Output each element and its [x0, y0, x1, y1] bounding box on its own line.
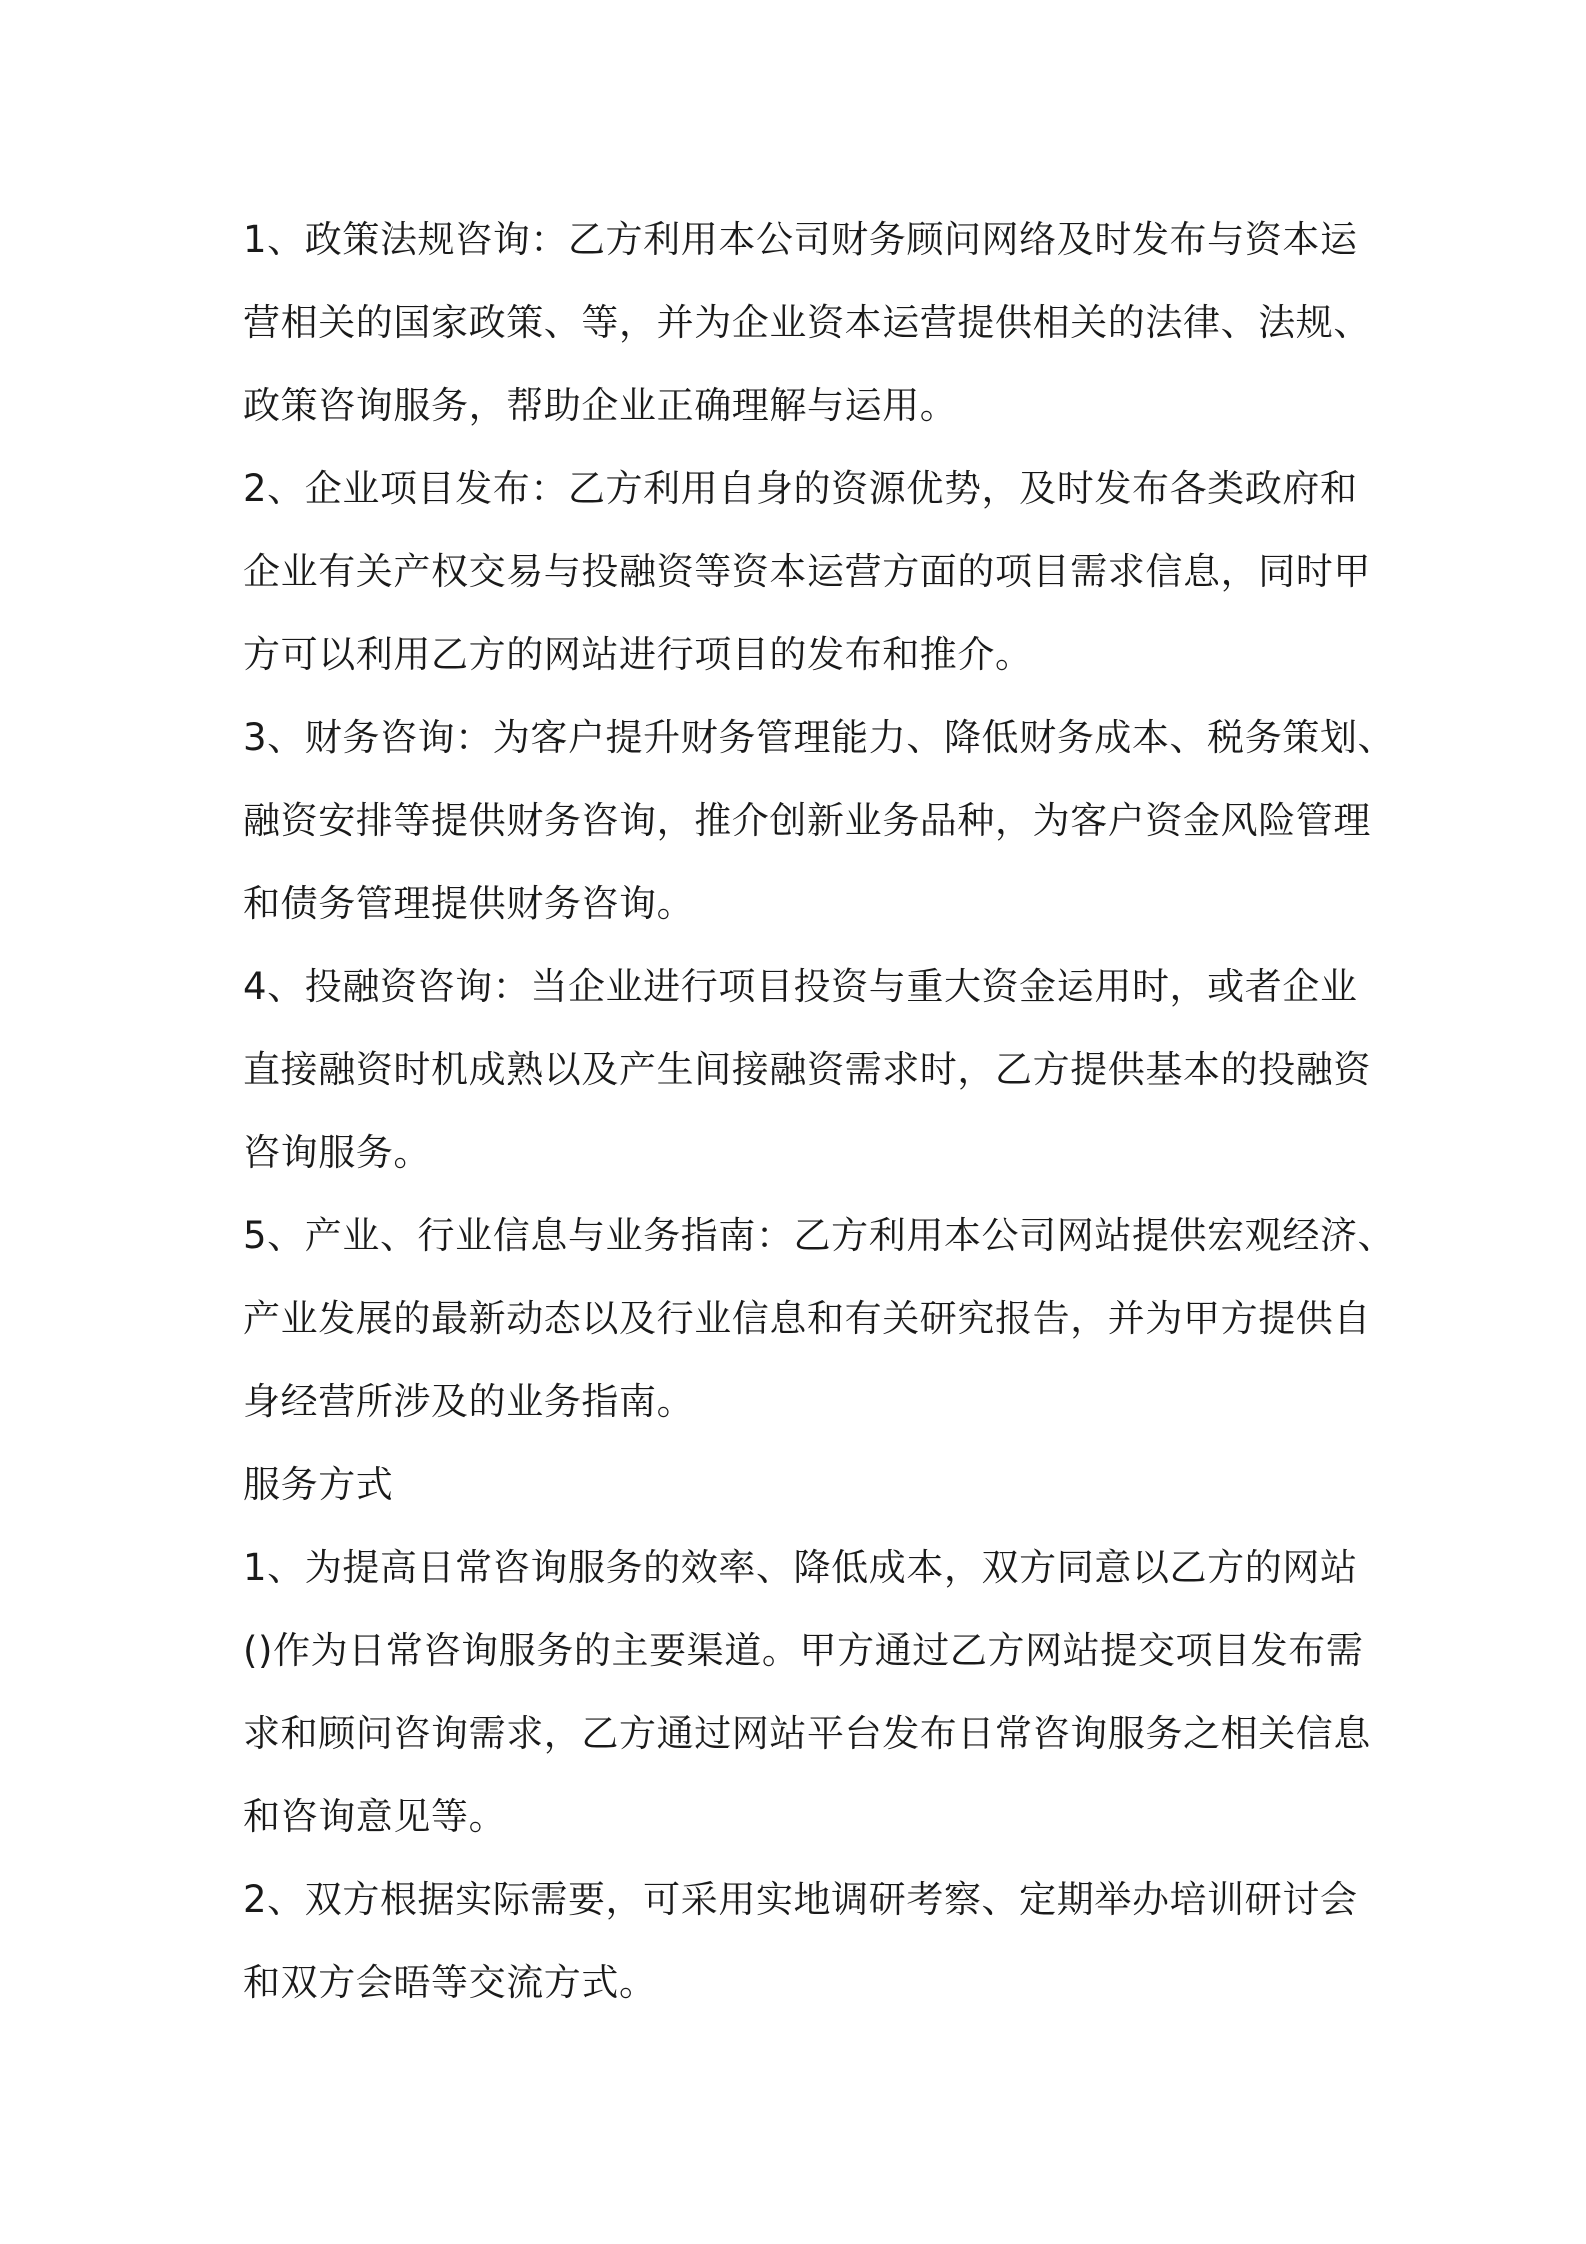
text-line: 方可以利用乙方的网站进行项目的发布和推介。	[243, 633, 1033, 676]
text-line: 1、为提高日常咨询服务的效率、降低成本，双方同意以乙方的网站	[243, 1546, 1358, 1589]
section-heading: 服务方式	[243, 1463, 394, 1506]
text-line: 和双方会晤等交流方式。	[243, 1961, 657, 2004]
text-line: 和债务管理提供财务咨询。	[243, 882, 695, 925]
text-line: 政策咨询服务，帮助企业正确理解与运用。	[243, 384, 958, 427]
text-line: 5、产业、行业信息与业务指南：乙方利用本公司网站提供宏观经济、	[243, 1214, 1396, 1257]
text-line: 4、投融资咨询：当企业进行项目投资与重大资金运用时，或者企业	[243, 965, 1358, 1008]
text-line: 营相关的国家政策、等，并为企业资本运营提供相关的法律、法规、	[243, 301, 1371, 344]
text-line: 产业发展的最新动态以及行业信息和有关研究报告，并为甲方提供自	[243, 1297, 1371, 1340]
text-line: 融资安排等提供财务咨询，推介创新业务品种，为客户资金风险管理	[243, 799, 1371, 842]
text-line: 企业有关产权交易与投融资等资本运营方面的项目需求信息，同时甲	[243, 550, 1371, 593]
paragraph-project-release	[243, 447, 1371, 696]
text-line: 2、企业项目发布：乙方利用自身的资源优势，及时发布各类政府和	[243, 467, 1358, 510]
text-line: 咨询服务。	[243, 1131, 431, 1174]
text-line: 2、双方根据实际需要，可采用实地调研考察、定期举办培训研讨会	[243, 1878, 1358, 1921]
text-line: ()作为日常咨询服务的主要渠道。甲方通过乙方网站提交项目发布需	[243, 1629, 1364, 1672]
text-line: 3、财务咨询：为客户提升财务管理能力、降低财务成本、税务策划、	[243, 716, 1396, 759]
text-line: 求和顾问咨询需求，乙方通过网站平台发布日常咨询服务之相关信息	[243, 1712, 1371, 1755]
paragraph-service-channel	[243, 1526, 1371, 1858]
paragraph-financial-consulting	[243, 696, 1396, 945]
text-line: 和咨询意见等。	[243, 1795, 507, 1838]
paragraph-exchange-methods	[243, 1858, 1363, 2024]
text-line: 1、政策法规咨询：乙方利用本公司财务顾问网络及时发布与资本运	[243, 218, 1358, 261]
document-body	[243, 198, 1396, 2024]
paragraph-policy-consulting	[243, 198, 1371, 447]
text-line: 身经营所涉及的业务指南。	[243, 1380, 695, 1423]
paragraph-industry-info	[243, 1194, 1396, 1443]
text-line: 直接融资时机成熟以及产生间接融资需求时，乙方提供基本的投融资	[243, 1048, 1371, 1091]
paragraph-investment-consulting	[243, 945, 1371, 1194]
